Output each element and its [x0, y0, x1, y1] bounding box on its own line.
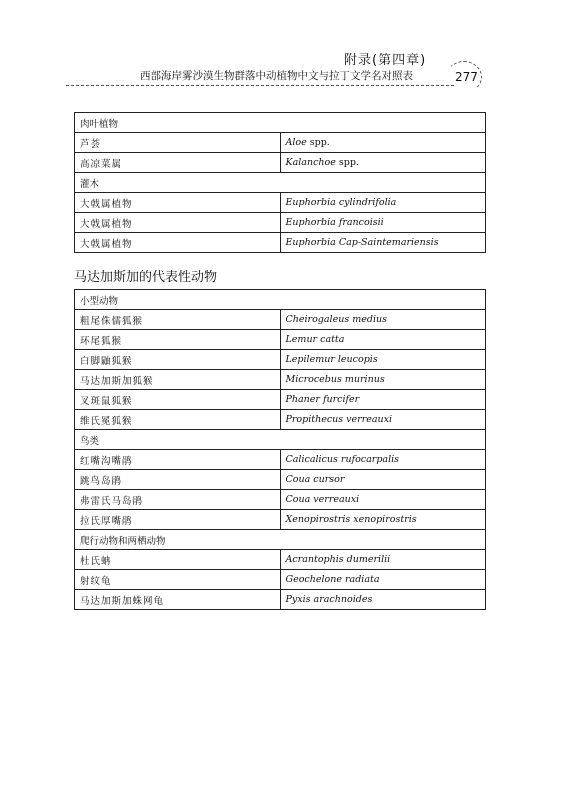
section-label: 爬行动物和两栖动物 — [75, 530, 486, 550]
chinese-name: 大戟属植物 — [75, 233, 281, 253]
section-row — [75, 173, 486, 193]
chinese-name: 马达加斯加蛛网龟 — [75, 590, 281, 610]
latin-name — [280, 133, 486, 153]
table-row — [75, 490, 486, 510]
latin-genus: Aloe — [285, 137, 307, 148]
chinese-name: 大戟属植物 — [75, 213, 281, 233]
latin-name: Phaner furcifer — [280, 390, 486, 410]
chinese-name: 马达加斯加狐猴 — [75, 370, 281, 390]
latin-suffix: spp. — [335, 157, 359, 168]
table-row — [75, 570, 486, 590]
chinese-name: 拉氏厚嘴鹃 — [75, 510, 281, 530]
latin-suffix: spp. — [306, 137, 330, 148]
table-row — [75, 470, 486, 490]
latin-name: Coua verreauxi — [280, 490, 486, 510]
latin-genus: Kalanchoe — [285, 157, 336, 168]
table-row — [75, 450, 486, 470]
table-row — [75, 390, 486, 410]
table-row — [75, 213, 486, 233]
latin-name: Coua cursor — [280, 470, 486, 490]
latin-name: Lepilemur leucopis — [280, 350, 486, 370]
chinese-name: 环尾狐猴 — [75, 330, 281, 350]
animals-table — [74, 289, 486, 610]
chinese-name: 弗雷氏马岛鹃 — [75, 490, 281, 510]
table-row — [75, 133, 486, 153]
section-label: 肉叶植物 — [75, 113, 486, 133]
table-row — [75, 153, 486, 173]
table-row — [75, 510, 486, 530]
latin-name: Microcebus murinus — [280, 370, 486, 390]
table-row — [75, 410, 486, 430]
chapter-title: 附录(第四章) — [344, 53, 427, 68]
table-row — [75, 193, 486, 213]
latin-name: Geochelone radiata — [280, 570, 486, 590]
latin-name: Euphorbia cylindrifolia — [280, 193, 486, 213]
chinese-name: 跳鸟岛鹃 — [75, 470, 281, 490]
section-row — [75, 290, 486, 310]
table-row — [75, 350, 486, 370]
header-divider — [66, 85, 454, 86]
table-row — [75, 550, 486, 570]
table-row — [75, 590, 486, 610]
chinese-name: 红嘴沟嘴鹃 — [75, 450, 281, 470]
table-row — [75, 330, 486, 350]
section-heading: 马达加斯加的代表性动物 — [74, 270, 218, 285]
chinese-name: 叉斑鼠狐猴 — [75, 390, 281, 410]
chinese-name: 大戟属植物 — [75, 193, 281, 213]
chinese-name: 杜氏蚺 — [75, 550, 281, 570]
plants-table — [74, 112, 486, 253]
latin-name: Euphorbia Cap-Saintemariensis — [280, 233, 486, 253]
latin-name: Calicalicus rufocarpalis — [280, 450, 486, 470]
chinese-name: 白脚鼬狐猴 — [75, 350, 281, 370]
latin-name: Acrantophis dumerilii — [280, 550, 486, 570]
section-label: 灌木 — [75, 173, 486, 193]
section-row — [75, 113, 486, 133]
chinese-name: 射纹龟 — [75, 570, 281, 590]
latin-name: Lemur catta — [280, 330, 486, 350]
table-row — [75, 233, 486, 253]
section-label: 鸟类 — [75, 430, 486, 450]
latin-name: Cheirogaleus medius — [280, 310, 486, 330]
section-row — [75, 430, 486, 450]
chinese-name: 高凉菜属 — [75, 153, 281, 173]
chinese-name: 芦荟 — [75, 133, 281, 153]
latin-name: Propithecus verreauxi — [280, 410, 486, 430]
table-row — [75, 310, 486, 330]
section-label: 小型动物 — [75, 290, 486, 310]
latin-name: Pyxis arachnoides — [280, 590, 486, 610]
table-row — [75, 370, 486, 390]
chinese-name: 粗尾侏儒狐猴 — [75, 310, 281, 330]
page-number: 277 — [455, 70, 478, 84]
table-caption: 西部海岸雾沙漠生物群落中动植物中文与拉丁文学名对照表 — [140, 70, 413, 82]
chinese-name: 维氏冕狐猴 — [75, 410, 281, 430]
latin-name: Euphorbia francoisii — [280, 213, 486, 233]
latin-name: Xenopirostris xenopirostris — [280, 510, 486, 530]
section-row — [75, 530, 486, 550]
latin-name — [280, 153, 486, 173]
